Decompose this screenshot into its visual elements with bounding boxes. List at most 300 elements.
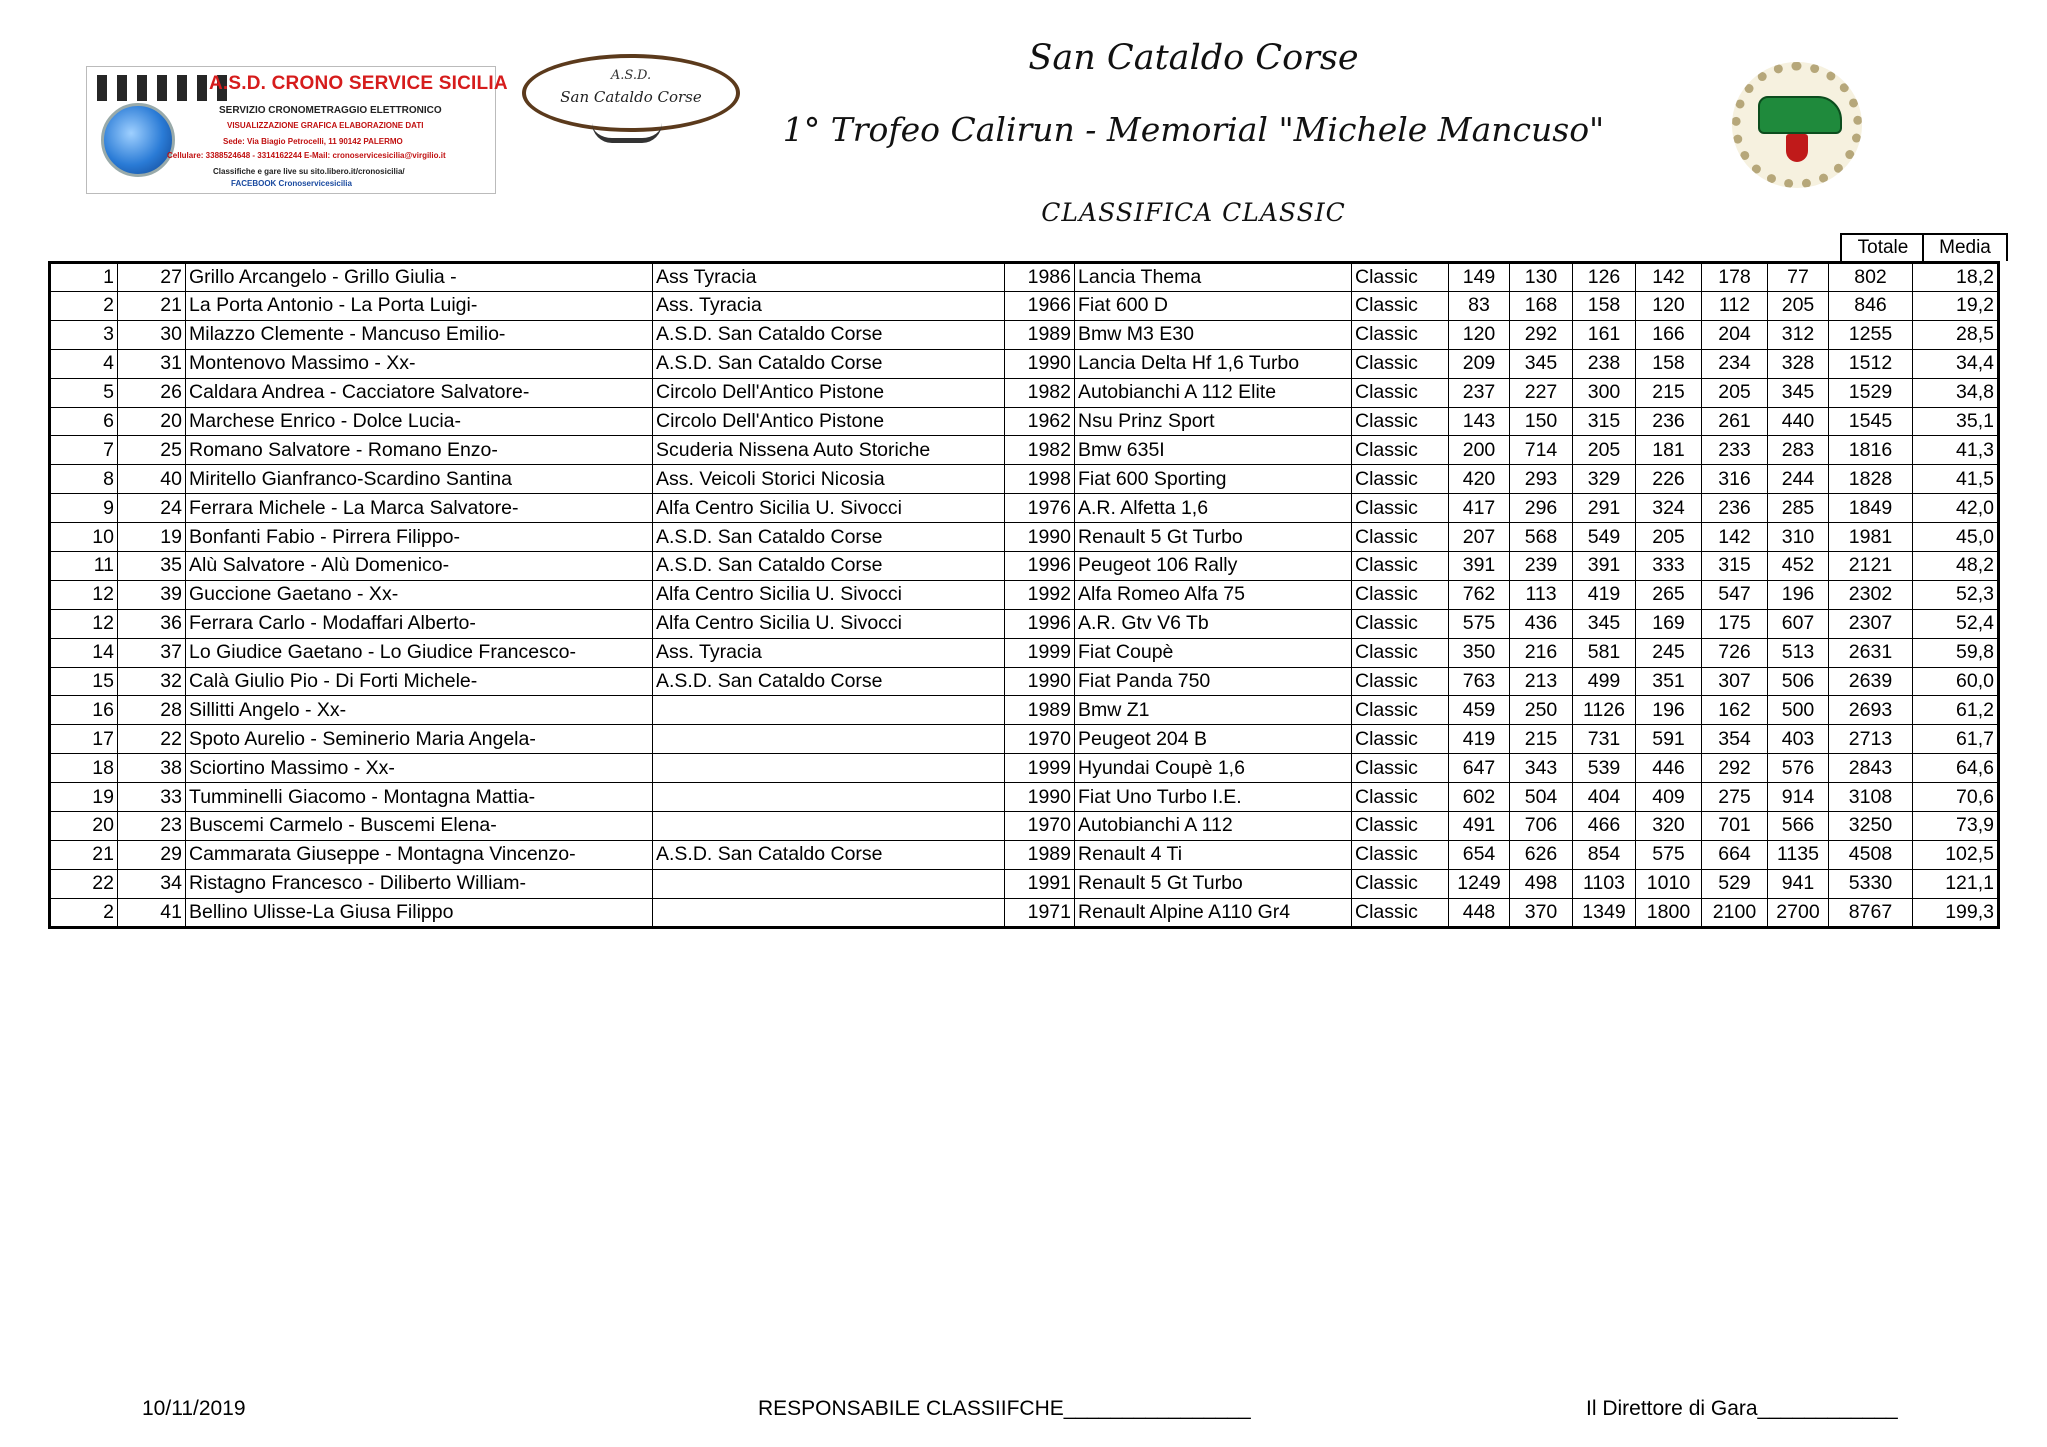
cell-trial-1: 209 [1449, 349, 1510, 378]
cell-trial-5: 529 [1702, 869, 1768, 898]
table-row [50, 812, 1999, 841]
cell-trial-6: 205 [1768, 292, 1829, 321]
crono-logo-line: VISUALIZZAZIONE GRAFICA ELABORAZIONE DATI [227, 121, 424, 130]
cell-crew-names: Milazzo Clemente - Mancuso Emilio- [186, 320, 653, 349]
cell-average: 52,4 [1913, 609, 1999, 638]
cell-car-number: 23 [118, 812, 186, 841]
table-row [50, 725, 1999, 754]
cell-club: Alfa Centro Sicilia U. Sivocci [653, 494, 1005, 523]
cell-total: 1981 [1829, 523, 1913, 552]
cell-year: 1966 [1005, 292, 1075, 321]
cell-total: 2713 [1829, 725, 1913, 754]
cell-crew-names: Romano Salvatore - Romano Enzo- [186, 436, 653, 465]
cell-club [653, 754, 1005, 783]
cell-trial-2: 345 [1510, 349, 1573, 378]
cell-average: 199,3 [1913, 898, 1999, 927]
cell-trial-4: 215 [1636, 378, 1702, 407]
cell-trial-4: 333 [1636, 552, 1702, 581]
cell-class: Classic [1352, 898, 1449, 927]
cell-crew-names: Tumminelli Giacomo - Montagna Mattia- [186, 783, 653, 812]
cell-trial-5: 726 [1702, 638, 1768, 667]
cell-total: 1255 [1829, 320, 1913, 349]
cell-year: 1990 [1005, 667, 1075, 696]
logo-text-top: A.S.D. [610, 68, 652, 83]
cell-trial-2: 215 [1510, 725, 1573, 754]
cell-total: 3108 [1829, 783, 1913, 812]
cell-trial-5: 2100 [1702, 898, 1768, 927]
cell-trial-3: 731 [1573, 725, 1636, 754]
cell-car-number: 39 [118, 580, 186, 609]
cell-trial-2: 227 [1510, 378, 1573, 407]
cell-class: Classic [1352, 552, 1449, 581]
cell-class: Classic [1352, 349, 1449, 378]
cell-class: Classic [1352, 263, 1449, 292]
cell-total: 2639 [1829, 667, 1913, 696]
cell-year: 1998 [1005, 465, 1075, 494]
cell-trial-4: 205 [1636, 523, 1702, 552]
cell-crew-names: Caldara Andrea - Cacciatore Salvatore- [186, 378, 653, 407]
cell-trial-4: 324 [1636, 494, 1702, 523]
cell-trial-3: 315 [1573, 407, 1636, 436]
cell-average: 52,3 [1913, 580, 1999, 609]
cell-trial-1: 83 [1449, 292, 1510, 321]
cell-trial-2: 293 [1510, 465, 1573, 494]
cell-class: Classic [1352, 840, 1449, 869]
cell-club: Ass. Veicoli Storici Nicosia [653, 465, 1005, 494]
cell-trial-1: 149 [1449, 263, 1510, 292]
table-row [50, 263, 1999, 292]
crono-logo-line: Cellulare: 3388524648 - 3314162244 E-Mail: cronoservicesicilia@virgilio.it [167, 151, 446, 160]
cell-club: Scuderia Nissena Auto Storiche [653, 436, 1005, 465]
cell-trial-1: 647 [1449, 754, 1510, 783]
cell-trial-1: 763 [1449, 667, 1510, 696]
cell-trial-3: 499 [1573, 667, 1636, 696]
cell-year: 1990 [1005, 349, 1075, 378]
cell-class: Classic [1352, 696, 1449, 725]
cell-trial-4: 1010 [1636, 869, 1702, 898]
cell-class: Classic [1352, 494, 1449, 523]
cell-average: 19,2 [1913, 292, 1999, 321]
cell-trial-4: 236 [1636, 407, 1702, 436]
cell-trial-1: 575 [1449, 609, 1510, 638]
cell-club [653, 696, 1005, 725]
cell-average: 61,7 [1913, 725, 1999, 754]
cell-position: 16 [50, 696, 118, 725]
cell-position: 10 [50, 523, 118, 552]
cell-year: 1989 [1005, 840, 1075, 869]
cell-total: 846 [1829, 292, 1913, 321]
cell-car-number: 30 [118, 320, 186, 349]
table-row [50, 609, 1999, 638]
cell-trial-3: 158 [1573, 292, 1636, 321]
table-row [50, 523, 1999, 552]
cell-trial-4: 158 [1636, 349, 1702, 378]
cell-trial-5: 292 [1702, 754, 1768, 783]
table-row [50, 754, 1999, 783]
cell-trial-3: 345 [1573, 609, 1636, 638]
cell-crew-names: Grillo Arcangelo - Grillo Giulia - [186, 263, 653, 292]
cell-trial-5: 162 [1702, 696, 1768, 725]
cell-position: 5 [50, 378, 118, 407]
cell-trial-6: 1135 [1768, 840, 1829, 869]
cell-club: A.S.D. San Cataldo Corse [653, 840, 1005, 869]
cell-trial-1: 120 [1449, 320, 1510, 349]
cell-club: A.S.D. San Cataldo Corse [653, 320, 1005, 349]
cell-position: 2 [50, 898, 118, 927]
cell-trial-6: 328 [1768, 349, 1829, 378]
cell-year: 1976 [1005, 494, 1075, 523]
cell-trial-5: 275 [1702, 783, 1768, 812]
cell-year: 1999 [1005, 638, 1075, 667]
cell-trial-3: 1103 [1573, 869, 1636, 898]
table-row [50, 320, 1999, 349]
cell-class: Classic [1352, 436, 1449, 465]
cell-club [653, 725, 1005, 754]
cell-crew-names: Miritello Gianfranco-Scardino Santina [186, 465, 653, 494]
cell-club: A.S.D. San Cataldo Corse [653, 667, 1005, 696]
cell-average: 41,3 [1913, 436, 1999, 465]
cell-trial-3: 1126 [1573, 696, 1636, 725]
cell-crew-names: Spoto Aurelio - Seminerio Maria Angela- [186, 725, 653, 754]
footer-responsabile: RESPONSABILE CLASSIIFCHE________________ [758, 1397, 1251, 1420]
cell-crew-names: Alù Salvatore - Alù Domenico- [186, 552, 653, 581]
cell-total: 1816 [1829, 436, 1913, 465]
cell-club: Ass. Tyracia [653, 638, 1005, 667]
cell-trial-5: 664 [1702, 840, 1768, 869]
cell-club: Alfa Centro Sicilia U. Sivocci [653, 609, 1005, 638]
cell-car-number: 28 [118, 696, 186, 725]
cell-year: 1971 [1005, 898, 1075, 927]
cell-position: 22 [50, 869, 118, 898]
cell-car-number: 29 [118, 840, 186, 869]
cell-average: 34,4 [1913, 349, 1999, 378]
cell-average: 18,2 [1913, 263, 1999, 292]
cell-crew-names: Lo Giudice Gaetano - Lo Giudice Francesco- [186, 638, 653, 667]
cell-year: 1986 [1005, 263, 1075, 292]
crono-logo-line: Classifiche e gare live su sito.libero.it/cronosicilia/ [213, 167, 405, 176]
table-row [50, 696, 1999, 725]
cell-car-number: 20 [118, 407, 186, 436]
cell-club [653, 898, 1005, 927]
cell-trial-4: 351 [1636, 667, 1702, 696]
cell-trial-2: 498 [1510, 869, 1573, 898]
cell-trial-6: 506 [1768, 667, 1829, 696]
cell-car-number: 38 [118, 754, 186, 783]
cell-trial-2: 250 [1510, 696, 1573, 725]
event-title: 1° Trofeo Calirun - Memorial "Michele Mancuso" [782, 110, 1605, 149]
cell-class: Classic [1352, 407, 1449, 436]
cell-year: 1996 [1005, 552, 1075, 581]
cell-trial-6: 440 [1768, 407, 1829, 436]
cell-position: 3 [50, 320, 118, 349]
cell-club [653, 783, 1005, 812]
cell-average: 61,2 [1913, 696, 1999, 725]
cell-average: 60,0 [1913, 667, 1999, 696]
cell-position: 4 [50, 349, 118, 378]
cell-trial-5: 316 [1702, 465, 1768, 494]
cell-trial-2: 626 [1510, 840, 1573, 869]
cell-total: 8767 [1829, 898, 1913, 927]
cell-trial-6: 2700 [1768, 898, 1829, 927]
column-header-totale: Totale [1840, 233, 1924, 261]
cell-car-model: Fiat 600 D [1075, 292, 1352, 321]
cell-crew-names: Sillitti Angelo - Xx- [186, 696, 653, 725]
cell-trial-2: 130 [1510, 263, 1573, 292]
cell-trial-3: 1349 [1573, 898, 1636, 927]
cell-car-model: Fiat Uno Turbo I.E. [1075, 783, 1352, 812]
cell-trial-4: 1800 [1636, 898, 1702, 927]
table-row [50, 349, 1999, 378]
cell-average: 34,8 [1913, 378, 1999, 407]
cell-trial-3: 391 [1573, 552, 1636, 581]
cell-trial-5: 112 [1702, 292, 1768, 321]
cell-average: 121,1 [1913, 869, 1999, 898]
cell-year: 1989 [1005, 696, 1075, 725]
table-row [50, 407, 1999, 436]
cell-class: Classic [1352, 812, 1449, 841]
cell-trial-1: 420 [1449, 465, 1510, 494]
cell-trial-4: 265 [1636, 580, 1702, 609]
cell-total: 2121 [1829, 552, 1913, 581]
cell-car-model: Lancia Delta Hf 1,6 Turbo [1075, 349, 1352, 378]
cell-trial-5: 701 [1702, 812, 1768, 841]
cell-trial-6: 403 [1768, 725, 1829, 754]
cell-average: 70,6 [1913, 783, 1999, 812]
cell-trial-5: 142 [1702, 523, 1768, 552]
cell-average: 42,0 [1913, 494, 1999, 523]
footer-date: 10/11/2019 [142, 1397, 246, 1420]
cell-average: 59,8 [1913, 638, 1999, 667]
table-row [50, 840, 1999, 869]
cell-club: A.S.D. San Cataldo Corse [653, 349, 1005, 378]
table-row [50, 378, 1999, 407]
cell-trial-3: 291 [1573, 494, 1636, 523]
cell-class: Classic [1352, 523, 1449, 552]
cell-trial-3: 300 [1573, 378, 1636, 407]
cell-year: 1970 [1005, 812, 1075, 841]
cell-trial-2: 296 [1510, 494, 1573, 523]
cell-class: Classic [1352, 320, 1449, 349]
cell-total: 2631 [1829, 638, 1913, 667]
cell-club: A.S.D. San Cataldo Corse [653, 523, 1005, 552]
cell-trial-6: 285 [1768, 494, 1829, 523]
footer-direttore: Il Direttore di Gara____________ [1586, 1397, 1898, 1420]
cell-trial-4: 226 [1636, 465, 1702, 494]
cell-club: Ass. Tyracia [653, 292, 1005, 321]
cell-year: 1991 [1005, 869, 1075, 898]
cell-trial-6: 244 [1768, 465, 1829, 494]
cell-trial-1: 417 [1449, 494, 1510, 523]
cell-trial-2: 370 [1510, 898, 1573, 927]
cell-class: Classic [1352, 638, 1449, 667]
cell-class: Classic [1352, 292, 1449, 321]
cell-position: 21 [50, 840, 118, 869]
cell-position: 8 [50, 465, 118, 494]
cell-year: 1962 [1005, 407, 1075, 436]
cell-crew-names: Calà Giulio Pio - Di Forti Michele- [186, 667, 653, 696]
cell-car-number: 34 [118, 869, 186, 898]
cell-car-number: 24 [118, 494, 186, 523]
cell-trial-5: 315 [1702, 552, 1768, 581]
cell-total: 2693 [1829, 696, 1913, 725]
cell-trial-3: 404 [1573, 783, 1636, 812]
cell-trial-4: 409 [1636, 783, 1702, 812]
cell-class: Classic [1352, 465, 1449, 494]
cell-car-model: Nsu Prinz Sport [1075, 407, 1352, 436]
cell-trial-6: 576 [1768, 754, 1829, 783]
table-row [50, 292, 1999, 321]
table-row [50, 638, 1999, 667]
cell-trial-4: 245 [1636, 638, 1702, 667]
cell-position: 7 [50, 436, 118, 465]
cell-car-number: 31 [118, 349, 186, 378]
cell-year: 1970 [1005, 725, 1075, 754]
cell-total: 4508 [1829, 840, 1913, 869]
cell-trial-2: 239 [1510, 552, 1573, 581]
cell-club: A.S.D. San Cataldo Corse [653, 552, 1005, 581]
cell-car-model: Lancia Thema [1075, 263, 1352, 292]
cell-crew-names: Guccione Gaetano - Xx- [186, 580, 653, 609]
cell-class: Classic [1352, 667, 1449, 696]
cell-crew-names: Buscemi Carmelo - Buscemi Elena- [186, 812, 653, 841]
cell-trial-3: 205 [1573, 436, 1636, 465]
cell-trial-6: 77 [1768, 263, 1829, 292]
cell-trial-5: 204 [1702, 320, 1768, 349]
cell-car-number: 33 [118, 783, 186, 812]
cell-trial-1: 491 [1449, 812, 1510, 841]
cell-trial-6: 452 [1768, 552, 1829, 581]
results-table [48, 261, 2000, 929]
cell-year: 1989 [1005, 320, 1075, 349]
cell-club [653, 812, 1005, 841]
table-row [50, 465, 1999, 494]
cell-trial-3: 549 [1573, 523, 1636, 552]
cell-trial-2: 714 [1510, 436, 1573, 465]
cell-car-number: 35 [118, 552, 186, 581]
cell-position: 6 [50, 407, 118, 436]
cell-crew-names: Bellino Ulisse-La Giusa Filippo [186, 898, 653, 927]
cell-class: Classic [1352, 609, 1449, 638]
table-row [50, 436, 1999, 465]
cell-trial-5: 236 [1702, 494, 1768, 523]
cell-trial-2: 216 [1510, 638, 1573, 667]
cell-trial-6: 500 [1768, 696, 1829, 725]
cell-trial-1: 237 [1449, 378, 1510, 407]
cell-trial-5: 205 [1702, 378, 1768, 407]
cell-total: 1545 [1829, 407, 1913, 436]
cell-trial-4: 181 [1636, 436, 1702, 465]
cell-car-model: Renault 5 Gt Turbo [1075, 523, 1352, 552]
cell-trial-4: 320 [1636, 812, 1702, 841]
cell-trial-1: 448 [1449, 898, 1510, 927]
cell-trial-1: 654 [1449, 840, 1510, 869]
cell-trial-6: 566 [1768, 812, 1829, 841]
cell-trial-5: 354 [1702, 725, 1768, 754]
cell-trial-4: 142 [1636, 263, 1702, 292]
cell-class: Classic [1352, 754, 1449, 783]
cell-year: 1996 [1005, 609, 1075, 638]
cell-position: 11 [50, 552, 118, 581]
classification-title: CLASSIFICA CLASSIC [1041, 198, 1346, 227]
cell-average: 28,5 [1913, 320, 1999, 349]
cell-car-model: Bmw M3 E30 [1075, 320, 1352, 349]
club-title: San Cataldo Corse [1028, 38, 1359, 78]
cell-car-number: 37 [118, 638, 186, 667]
cell-crew-names: Ferrara Carlo - Modaffari Alberto- [186, 609, 653, 638]
table-row [50, 552, 1999, 581]
cell-trial-1: 207 [1449, 523, 1510, 552]
cell-average: 35,1 [1913, 407, 1999, 436]
cell-crew-names: Cammarata Giuseppe - Montagna Vincenzo- [186, 840, 653, 869]
cell-trial-4: 166 [1636, 320, 1702, 349]
cell-total: 5330 [1829, 869, 1913, 898]
cell-average: 48,2 [1913, 552, 1999, 581]
cell-car-number: 22 [118, 725, 186, 754]
cell-trial-1: 602 [1449, 783, 1510, 812]
cell-car-model: Bmw 635I [1075, 436, 1352, 465]
crono-logo-line: SERVIZIO CRONOMETRAGGIO ELETTRONICO [219, 105, 442, 116]
cell-club: Circolo Dell'Antico Pistone [653, 378, 1005, 407]
cell-club: Alfa Centro Sicilia U. Sivocci [653, 580, 1005, 609]
cell-position: 12 [50, 609, 118, 638]
cell-trial-3: 238 [1573, 349, 1636, 378]
cell-trial-2: 292 [1510, 320, 1573, 349]
crono-logo-line: FACEBOOK Cronoservicesicilia [231, 179, 352, 188]
cell-car-model: Peugeot 106 Rally [1075, 552, 1352, 581]
cell-car-number: 32 [118, 667, 186, 696]
cell-average: 102,5 [1913, 840, 1999, 869]
cell-total: 1512 [1829, 349, 1913, 378]
cell-crew-names: Sciortino Massimo - Xx- [186, 754, 653, 783]
cell-position: 9 [50, 494, 118, 523]
cell-trial-6: 283 [1768, 436, 1829, 465]
cell-car-model: Bmw Z1 [1075, 696, 1352, 725]
cell-car-model: Peugeot 204 B [1075, 725, 1352, 754]
cell-average: 73,9 [1913, 812, 1999, 841]
cell-total: 2843 [1829, 754, 1913, 783]
cell-position: 2 [50, 292, 118, 321]
cell-position: 14 [50, 638, 118, 667]
cell-trial-2: 113 [1510, 580, 1573, 609]
cell-total: 802 [1829, 263, 1913, 292]
cell-trial-1: 350 [1449, 638, 1510, 667]
cell-trial-4: 196 [1636, 696, 1702, 725]
cell-total: 1828 [1829, 465, 1913, 494]
cell-trial-6: 513 [1768, 638, 1829, 667]
cell-car-number: 25 [118, 436, 186, 465]
cell-trial-5: 178 [1702, 263, 1768, 292]
cell-trial-4: 446 [1636, 754, 1702, 783]
cell-trial-3: 419 [1573, 580, 1636, 609]
cell-trial-5: 261 [1702, 407, 1768, 436]
cell-trial-1: 391 [1449, 552, 1510, 581]
cell-trial-2: 150 [1510, 407, 1573, 436]
cell-trial-5: 175 [1702, 609, 1768, 638]
cell-car-number: 40 [118, 465, 186, 494]
cell-car-number: 36 [118, 609, 186, 638]
cell-trial-2: 706 [1510, 812, 1573, 841]
cell-car-number: 27 [118, 263, 186, 292]
cell-car-number: 41 [118, 898, 186, 927]
cell-car-model: Renault 4 Ti [1075, 840, 1352, 869]
cell-year: 1990 [1005, 783, 1075, 812]
cell-trial-1: 762 [1449, 580, 1510, 609]
cell-trial-2: 168 [1510, 292, 1573, 321]
cell-position: 12 [50, 580, 118, 609]
cell-car-model: Fiat Coupè [1075, 638, 1352, 667]
cell-car-number: 26 [118, 378, 186, 407]
cell-trial-6: 941 [1768, 869, 1829, 898]
